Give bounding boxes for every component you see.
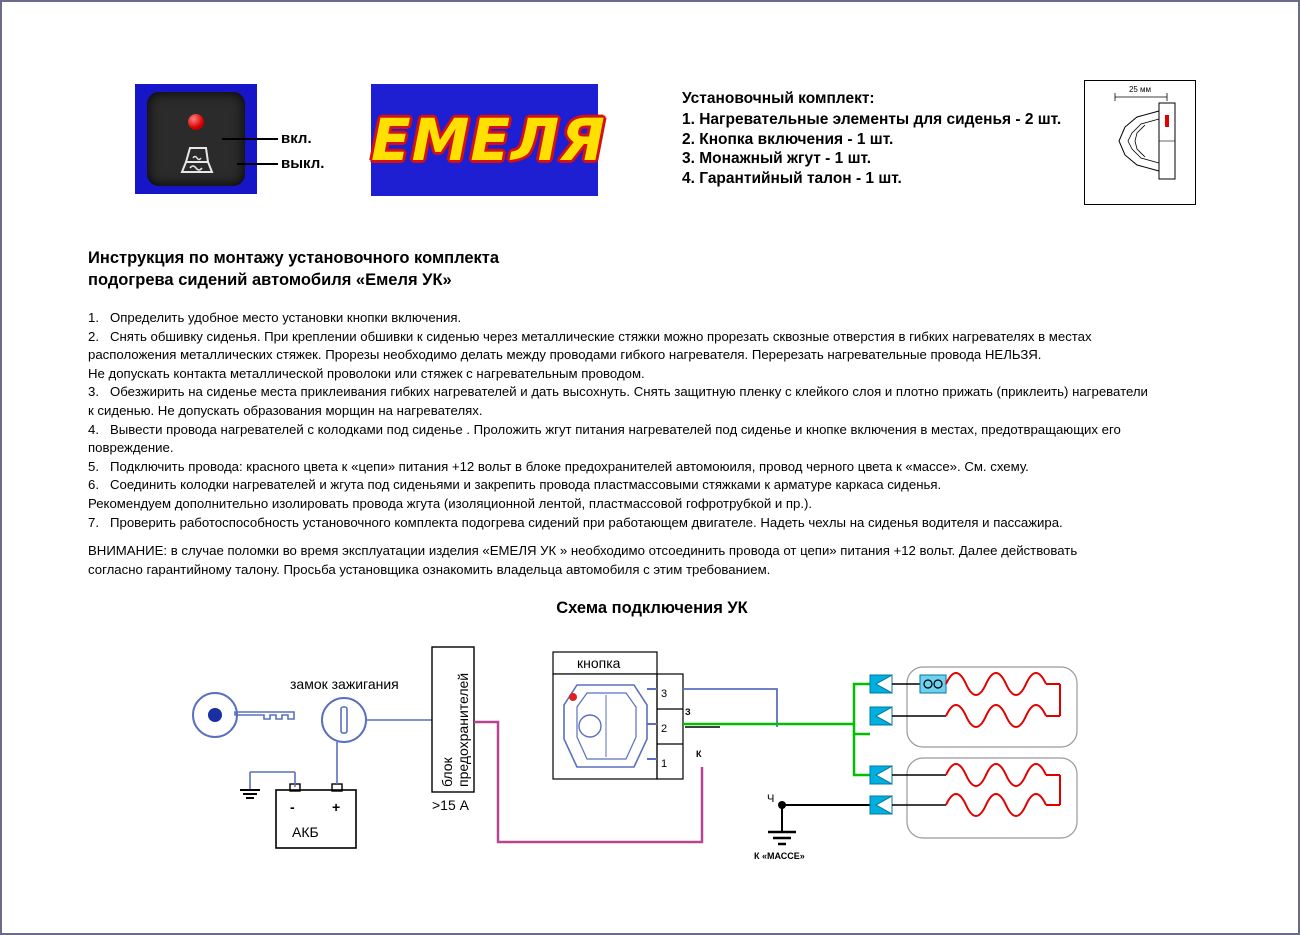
fuse-block	[432, 647, 474, 813]
battery-label: АКБ	[292, 824, 319, 840]
ignition-lock-icon	[322, 698, 366, 742]
step-number: 4.	[88, 421, 99, 437]
step-number: 7.	[88, 514, 99, 530]
battery-icon	[276, 784, 356, 848]
leader-line-off	[237, 163, 278, 165]
kit-item: 2. Кнопка включения - 1 шт.	[682, 130, 894, 148]
step-text: Снять обшивку сиденья. При креплении обшивки к сиденью через металлические стяжки можно прорезать сквозные отверстия в гибких нагревателях в местах	[110, 328, 1092, 344]
instruction-step	[88, 439, 1218, 457]
instruction-step	[88, 495, 1218, 513]
instruction-heading-line1: Инструкция по монтажу установочного комплекта	[88, 249, 500, 267]
ground-symbol-icon	[240, 772, 295, 798]
step-number: 2.	[88, 328, 99, 344]
instruction-step	[88, 365, 1218, 383]
connector-icon	[870, 675, 892, 693]
instruction-step	[88, 421, 1218, 439]
battery-plus-label: +	[332, 799, 341, 815]
fuse-block-label-line2: предохранителей	[455, 672, 471, 787]
instruction-step	[88, 476, 1218, 494]
wire-red-label: К	[696, 749, 702, 759]
brand-logo	[371, 84, 606, 196]
wire-black-ground	[782, 805, 870, 832]
switch-led-icon	[188, 114, 204, 130]
warning-line-2: согласно гарантийному талону. Просьба установщика ознакомить владельца автомобиля с этим требованием.	[88, 561, 771, 577]
instruction-body	[88, 309, 1218, 579]
leader-line-on	[222, 138, 278, 140]
step-text: Соединить колодки нагревателей и жгута под сиденьями и закрепить провода пластмассовыми стяжками к арматуре каркаса сиденья.	[110, 477, 942, 493]
step-number: 6.	[88, 477, 99, 493]
connector-icon	[870, 796, 892, 814]
instruction-step	[88, 383, 1218, 401]
step-text: Вывести провода нагревателей с колодками под сиденье . Проложить жгут питания нагревателей под сиденье и кнопке включения в местах, предотвращающих его	[110, 421, 1121, 437]
ground-icon	[768, 832, 796, 844]
kit-item: 1. Нагревательные элементы для сиденья - 2 шт.	[682, 111, 1062, 128]
heated-seat-icon	[176, 142, 218, 178]
heater-element-1	[892, 667, 1077, 747]
wire-green-label: З	[685, 707, 691, 717]
step-text: Обезжирить на сиденье места приклеивания гибких нагревателей и дать высохнуть. Снять защитную пленку с клейкого слоя и плотно прижать (приклеить) нагреватели	[110, 384, 1148, 400]
step-text: Не допускать контакта металлической проволоки или стяжек с нагревательным проводом.	[88, 365, 645, 381]
step-number: 1.	[88, 310, 99, 325]
wire-green-mid	[854, 724, 870, 734]
instruction-step	[88, 309, 1218, 327]
terminal-2-label: 2	[661, 723, 668, 735]
instruction-step	[88, 346, 1218, 364]
step-text: Подключить провода: красного цвета к «цепи» питания +12 вольт в блоке предохранителей автомоюиля, провод черного цвета к «массе». См. схему.	[110, 458, 1029, 474]
switch-off-label: выкл.	[281, 155, 325, 172]
junction-dot	[778, 801, 786, 809]
instruction-heading-line2: подогрева сидений автомобиля «Емеля УК»	[88, 271, 452, 289]
instruction-heading	[88, 247, 988, 291]
switch-on-label: вкл.	[281, 130, 312, 147]
step-text: к сиденью. Не допускать образования морщин на нагревателях.	[88, 402, 483, 418]
ground-label: К «МАССЕ»	[754, 851, 805, 861]
battery-minus-label: -	[290, 799, 295, 815]
wire-black-label: Ч	[767, 793, 775, 805]
step-number: 3.	[88, 384, 99, 400]
kit-list	[682, 90, 1062, 188]
kit-title: Установочный комплект:	[682, 90, 875, 107]
step-text: Проверить работоспособность установочного комплекта подогрева сидений при работающем двигателе. Надеть чехлы на сиденья водителя и пассажира.	[110, 514, 1063, 530]
ignition-key-icon	[193, 693, 294, 737]
kit-item: 3. Монажный жгут - 1 шт.	[682, 150, 872, 167]
button-label: кнопка	[577, 655, 621, 671]
wiring-diagram	[2, 627, 1300, 927]
heater-element-2	[892, 758, 1077, 838]
switch-dimension-drawing	[1084, 80, 1196, 205]
step-number: 5.	[88, 458, 99, 474]
wire-blue-t3	[683, 689, 777, 727]
instruction-step	[88, 402, 1218, 420]
brand-logo-text: ЕМЕЛЯ	[371, 106, 606, 174]
step-text: расположения металлических стяжек. Прорезы необходимо делать между проводами гибкого нагревателя. Перерезать нагревательные провода НЕЛЬЗЯ.	[88, 347, 1042, 363]
switch-side-view-icon	[1085, 81, 1193, 201]
step-text: Рекомендуем дополнительно изолировать провода жгута (изоляционной лентой, пластмассовой гофротрубкой и пр.).	[88, 495, 813, 511]
step-text: Определить удобное место установки кнопки включения.	[110, 310, 462, 325]
kit-item: 4. Гарантийный талон - 1 шт.	[682, 169, 902, 187]
dimension-label: 25 мм	[1128, 85, 1152, 94]
step-text: повреждение.	[88, 440, 174, 456]
scheme-title: Схема подключения УК	[556, 599, 748, 617]
warning-line-1: ВНИМАНИЕ: в случае поломки во время эксплуатации изделия «ЕМЕЛЯ УК » необходимо отсоединить провода от цепи» питания +12 вольт. Далее действовать	[88, 543, 1078, 559]
connector-icon	[870, 766, 892, 784]
terminal-3-label: 3	[661, 688, 668, 700]
instruction-step	[88, 328, 1218, 346]
connector-icon	[870, 707, 892, 725]
wire-green-lower	[854, 734, 870, 775]
instruction-step	[88, 514, 1218, 532]
fuse-rating-label: >15 А	[432, 797, 469, 813]
fuse-block-label-line1: блок	[439, 757, 455, 787]
ignition-lock-label: замок зажигания	[290, 676, 399, 692]
instruction-step	[88, 458, 1218, 476]
terminal-1-label: 1	[661, 758, 668, 770]
button-module	[553, 652, 657, 779]
